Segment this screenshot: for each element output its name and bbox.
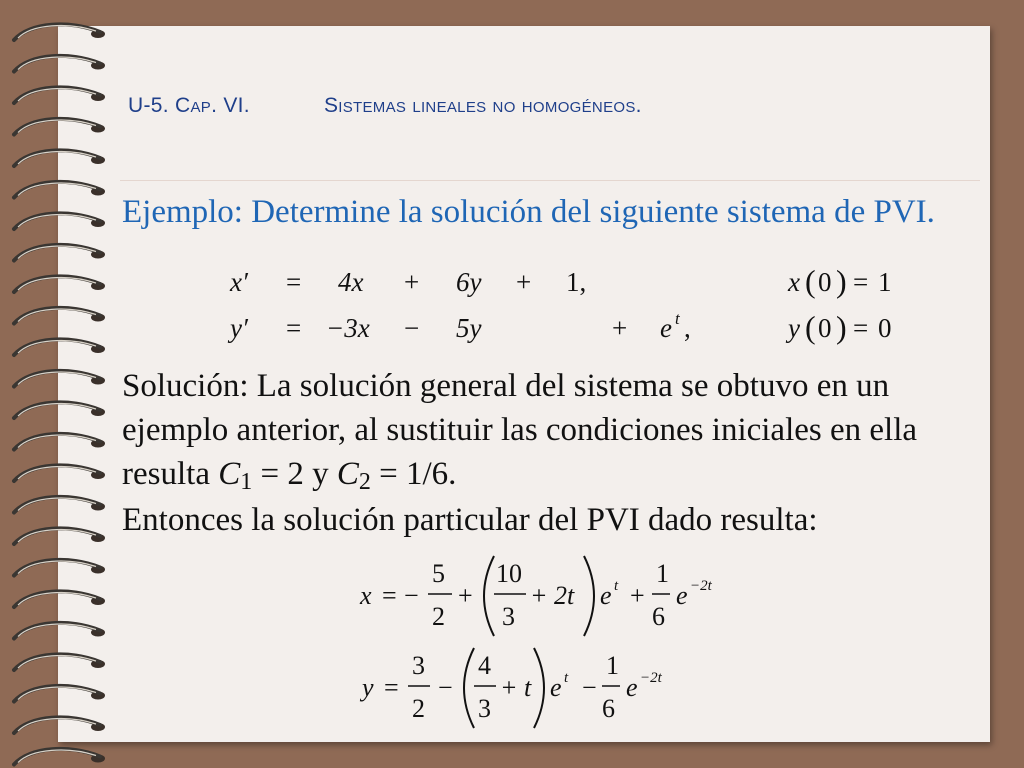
y-f1-den: 2 [412,694,425,723]
y-rparen [534,648,544,728]
eq1-op2: + [516,267,532,297]
eq2-ic-arg: 0 [818,313,832,343]
y-lparen [464,648,474,728]
solution-paragraph [122,364,992,504]
c2-letter: C [336,456,359,492]
y-f3-num: 1 [606,651,619,680]
eq2-ic-rel: = [853,313,869,343]
eq1-ic-rel: = [853,267,869,297]
y-e1: e [550,673,562,702]
eq1-op1: + [404,267,420,297]
eq2-op2: + [612,313,628,343]
x-lhs: x [360,581,372,610]
x-f1-num: 5 [432,559,445,588]
y-inner: + t [500,673,532,702]
eq1-ic-arg: 0 [818,267,832,297]
x-e1-exp: t [614,578,619,594]
x-rparen [584,556,594,636]
eq1-rel: = [286,267,302,297]
y-f3-den: 6 [602,694,615,723]
eq1-ic-val: 1 [878,267,892,297]
x-sign1: − [404,581,419,610]
section-title: Sistemas lineales no homogéneos. [323,94,642,117]
eq1-ic-fun: x [788,267,800,297]
eq2-ic-rparen: ) [836,309,847,345]
x-e2-exp: −2t [690,578,712,594]
y-e2-exp: −2t [640,670,662,686]
eq2-op1: − [404,313,420,343]
eq2-term2: 5y [456,313,482,343]
particular-solution-intro: Entonces la solución particular del PVI dado resulta: [122,502,818,538]
y-e1-exp: t [564,670,569,686]
eq1-ic-lparen: ( [805,263,816,299]
unit-label: U-5. Cap. VI. [128,94,250,117]
solution-y [359,648,663,728]
x-f2-num: 10 [496,559,522,588]
x-plus1: + [458,581,473,610]
x-e2: e [676,581,688,610]
x-lparen [484,556,494,636]
c2-index: 2 [358,469,371,495]
solution-text: Solución: La solución general del sistema se obtuvo en un ejemplo anterior, al sustituir las condiciones iniciales en ella resulta [122,368,918,492]
y-f2-den: 3 [478,694,491,723]
c1-index: 1 [240,469,253,495]
eq2-term3-end: , [684,313,691,343]
solution-x [359,556,713,636]
eq2-ic-val: 0 [878,313,892,343]
x-inner: + 2t [530,581,575,610]
ode-system [227,263,892,345]
y-lhs: y [362,673,374,702]
eq2-ic-fun: y [788,313,800,343]
y-minus1: − [438,673,453,702]
y-f1-num: 3 [412,651,425,680]
eq2-lhs: y′ [230,313,248,343]
c1-value: = 2 y [252,456,337,492]
example-statement: Ejemplo: Determine la solución del siguiente sistema de PVI. [122,194,935,230]
eq1-term3: 1, [566,267,587,297]
y-eq: = [384,673,399,702]
eq1-term1: 4x [338,267,364,297]
x-e1: e [600,581,612,610]
x-plus2: + [630,581,645,610]
c1-letter: C [218,456,241,492]
eq2-term3-base: e [660,313,672,343]
eq2-term1: −3x [326,313,370,343]
eq1-lhs: x′ [230,267,248,297]
eq2-rel: = [286,313,302,343]
c2-value: = 1/6. [370,456,457,492]
y-minus2: − [582,673,597,702]
eq2-ic-lparen: ( [805,309,816,345]
eq1-ic-rparen: ) [836,263,847,299]
x-f3-num: 1 [656,559,669,588]
x-f2-den: 3 [502,602,515,631]
y-f2-num: 4 [478,651,491,680]
eq2-term3-exp: t [675,309,680,328]
x-eq: = [382,581,397,610]
x-f3-den: 6 [652,602,665,631]
eq1-term2: 6y [456,267,482,297]
x-f1-den: 2 [432,602,445,631]
y-e2: e [626,673,638,702]
